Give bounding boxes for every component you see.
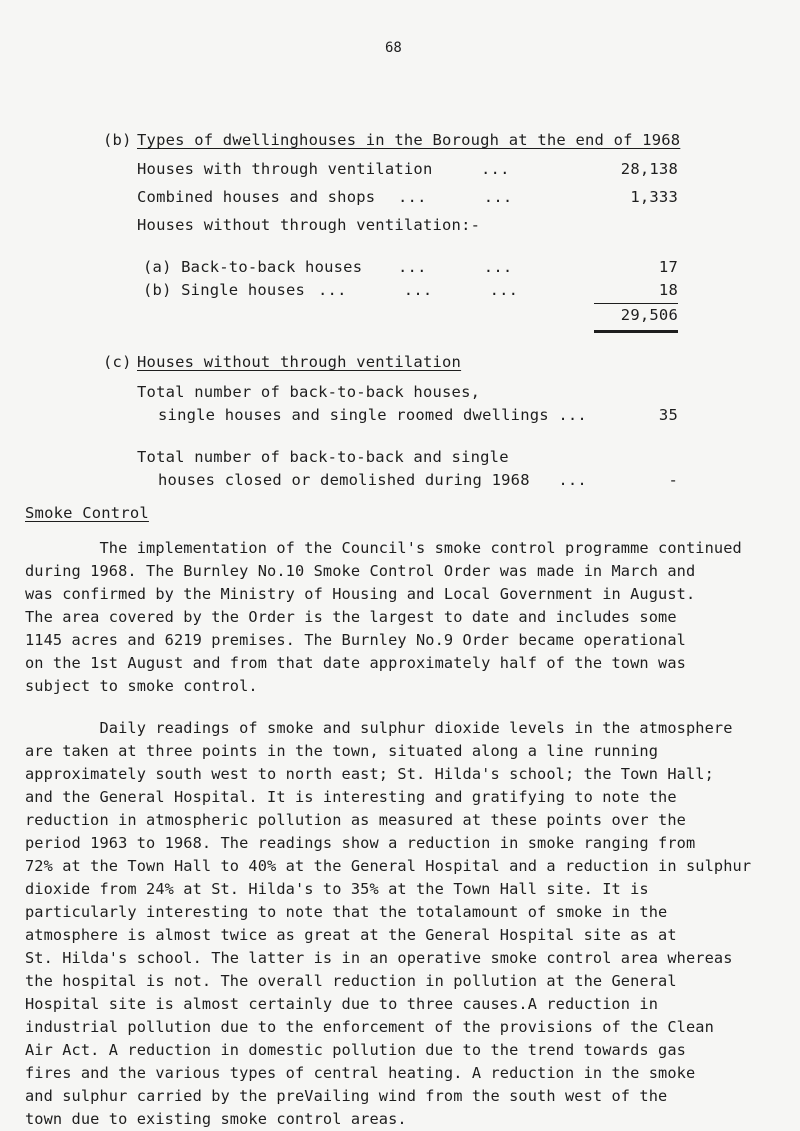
section-b-marker: (b) bbox=[103, 131, 132, 149]
section-c-heading: Houses without through ventilation bbox=[137, 353, 462, 371]
item1-line1: Total number of back-to-back houses, bbox=[137, 383, 481, 401]
row-label: Houses without through ventilation:- bbox=[137, 216, 481, 234]
paragraph-line: 72% at the Town Hall to 40% at the General Hospital and a reduction in sulphur bbox=[25, 857, 752, 875]
row-dots: ... ... bbox=[398, 188, 513, 206]
section-c-marker: (c) bbox=[103, 353, 132, 371]
paragraph-line: dioxide from 24% at St. Hilda's to 35% at the Town Hall site. It is bbox=[25, 880, 649, 898]
paragraph-line: was confirmed by the Ministry of Housing and Local Government in August. bbox=[25, 585, 696, 603]
item2-line1: Total number of back-to-back and single bbox=[137, 448, 509, 466]
sub-row-label: (b) Single houses bbox=[143, 281, 306, 299]
sub-row-value: 17 bbox=[658, 258, 678, 276]
paragraph-line: are taken at three points in the town, situated along a line running bbox=[25, 742, 659, 760]
smoke-control-heading: Smoke Control bbox=[25, 504, 149, 522]
item1-line2: single houses and single roomed dwellings ... bbox=[158, 406, 587, 424]
total-rule-bottom bbox=[594, 330, 678, 333]
total-rule-top bbox=[594, 303, 678, 304]
paragraph-line: approximately south west to north east; St. Hilda's school; the Town Hall; bbox=[25, 765, 714, 783]
row-value: 1,333 bbox=[630, 188, 678, 206]
paragraph-line: town due to existing smoke control areas. bbox=[25, 1110, 407, 1128]
row-label: Houses with through ventilation bbox=[137, 160, 433, 178]
paragraph-line: The implementation of the Council's smoke control programme continued bbox=[25, 539, 742, 557]
paragraph-line: particularly interesting to note that the totalamount of smoke in the bbox=[25, 903, 668, 921]
paragraph-line: Hospital site is almost certainly due to three causes.A reduction in bbox=[25, 995, 659, 1013]
sub-row-dots: ... ... bbox=[398, 258, 513, 276]
paragraph-line: Daily readings of smoke and sulphur dioxide levels in the atmosphere bbox=[25, 719, 733, 737]
paragraph-line: Air Act. A reduction in domestic pollution due to the trend towards gas bbox=[25, 1041, 686, 1059]
item2-line2: houses closed or demolished during 1968 ... bbox=[158, 471, 587, 489]
sub-row-dots: ... ... ... bbox=[318, 281, 519, 299]
paragraph-line: the hospital is not. The overall reduction in pollution at the General bbox=[25, 972, 677, 990]
paragraph-line: 1145 acres and 6219 premises. The Burnley No.9 Order became operational bbox=[25, 631, 686, 649]
page-number: 68 bbox=[385, 40, 402, 56]
paragraph-line: on the 1st August and from that date approximately half of the town was bbox=[25, 654, 686, 672]
item2-value: - bbox=[668, 471, 678, 489]
row-dots: ... bbox=[481, 160, 510, 178]
paragraph-line: reduction in atmospheric pollution as measured at these points over the bbox=[25, 811, 686, 829]
sub-row-label: (a) Back-to-back houses bbox=[143, 258, 363, 276]
total-value: 29,506 bbox=[620, 306, 678, 324]
paragraph-line: and the General Hospital. It is interesting and gratifying to note the bbox=[25, 788, 677, 806]
paragraph-2 bbox=[25, 717, 785, 1131]
paragraph-line: fires and the various types of central heating. A reduction in the smoke bbox=[25, 1064, 696, 1082]
paragraph-line: subject to smoke control. bbox=[25, 677, 258, 695]
row-value: 28,138 bbox=[620, 160, 678, 178]
paragraph-line: industrial pollution due to the enforcement of the provisions of the Clean bbox=[25, 1018, 714, 1036]
paragraph-line: during 1968. The Burnley No.10 Smoke Control Order was made in March and bbox=[25, 562, 696, 580]
paragraph-line: period 1963 to 1968. The readings show a reduction in smoke ranging from bbox=[25, 834, 696, 852]
row-label: Combined houses and shops bbox=[137, 188, 376, 206]
paragraph-line: and sulphur carried by the preVailing wind from the south west of the bbox=[25, 1087, 668, 1105]
paragraph-1 bbox=[25, 537, 785, 698]
section-b-heading: Types of dwellinghouses in the Borough at the end of 1968 bbox=[137, 131, 681, 149]
item1-value: 35 bbox=[658, 406, 678, 424]
paragraph-line: atmosphere is almost twice as great at the General Hospital site as at bbox=[25, 926, 677, 944]
paragraph-line: The area covered by the Order is the largest to date and includes some bbox=[25, 608, 677, 626]
paragraph-line: St. Hilda's school. The latter is in an operative smoke control area whereas bbox=[25, 949, 733, 967]
sub-row-value: 18 bbox=[658, 281, 678, 299]
